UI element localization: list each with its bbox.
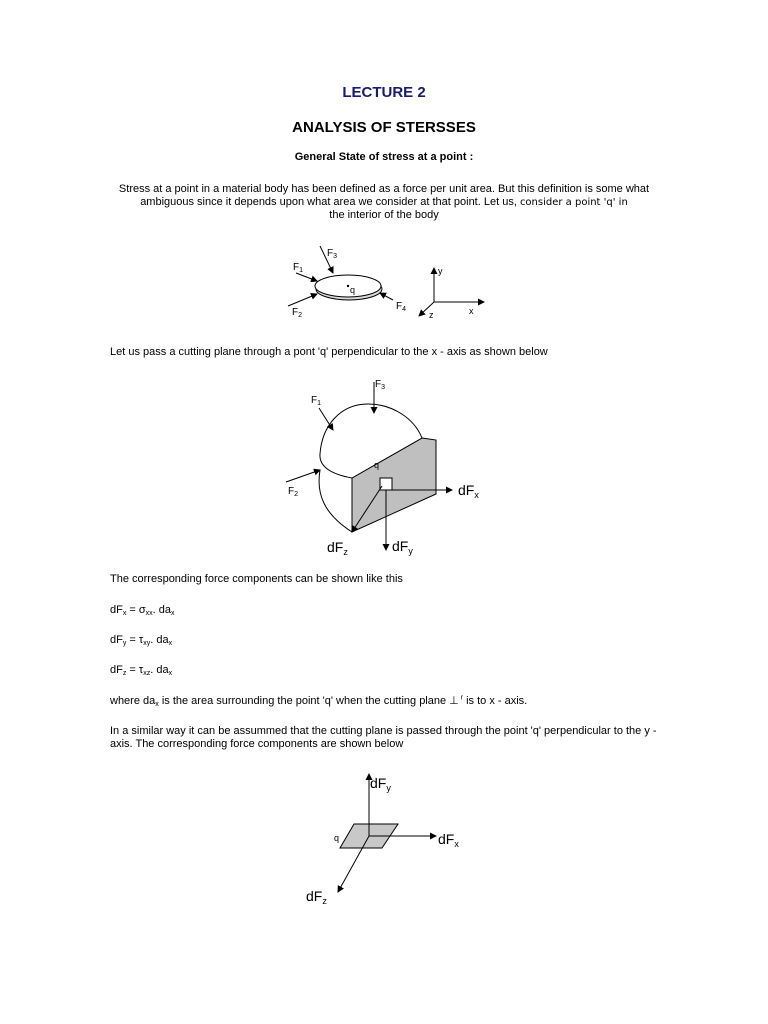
label-point-q: q [334, 833, 340, 843]
label-f3: $F_3$ [375, 379, 386, 391]
force-f4-arrow [380, 293, 393, 300]
label-dfx: $dF_x$ [458, 482, 479, 500]
label-point-q: q [374, 460, 380, 470]
label-f1: $F_1$ [293, 262, 304, 274]
intro-paragraph [110, 183, 658, 222]
where-paragraph: where $da_x$ is the area surrounding the point 'q' when the cutting plane ⊥ $^r$ is to x - axis. [110, 694, 528, 708]
label-axis-x: x [469, 306, 474, 316]
section-title: ANALYSIS OF STERSSES [292, 119, 476, 136]
label-dfx: $dF_x$ [438, 831, 459, 849]
label-dfz: $dF_z$ [306, 888, 327, 906]
equation-dfy: $dF_y = \tau_{xy}$. $da_x$ [110, 634, 173, 647]
equation-dfz: $dF_z = \tau_{xz}$. $da_x$ [110, 664, 173, 677]
cut-body-figure [282, 374, 498, 560]
label-f3: $F_3$ [327, 248, 338, 260]
cutting-y-paragraph: In a similar way it can be assummed that the cutting plane is passed through the point 'q' perpendicular to the y - axis. The corresponding force components are shown below [110, 725, 657, 750]
label-dfy: $dF_y$ [370, 775, 391, 793]
equation-dfx: $dF_x = \sigma_{xx}$. $da_x$ [110, 604, 175, 617]
label-f1: $F_1$ [311, 395, 322, 407]
label-axis-y: y [438, 266, 443, 276]
subsection-title: General State of stress at a point : [294, 151, 474, 163]
force-f2-arrow [286, 470, 320, 482]
cutting-x-paragraph: Let us pass a cutting plane through a pont 'q' perpendicular to the x - axis as shown below [110, 346, 548, 358]
label-f4: $F_4$ [396, 301, 407, 313]
label-f2: $F_2$ [288, 486, 299, 498]
label-point-q: q [350, 285, 356, 295]
lecture-title: LECTURE 2 [342, 84, 426, 101]
point-q-element [380, 478, 392, 490]
force-f1-arrow [296, 273, 317, 281]
force-f1-arrow [319, 408, 333, 430]
intro-text-a: Stress at a point in a material body has been defined as a force per unit area. But this definition is some what ambiguous since it depends upon what area we consider at that point. Let us, [118, 183, 650, 208]
label-dfy: $dF_y$ [392, 538, 413, 556]
label-axis-z: z [429, 310, 434, 320]
intro-text-c: the interior of the body [329, 209, 439, 221]
intro-text-b: consider a point 'q' in [519, 196, 628, 208]
label-f2: $F_2$ [292, 307, 303, 319]
body-forces-figure [280, 240, 500, 322]
y-plane-figure [300, 764, 480, 910]
label-dfz: $dF_z$ [327, 539, 348, 557]
force-f2-arrow [288, 294, 317, 306]
components-intro: The corresponding force components can be shown like this [110, 573, 403, 585]
